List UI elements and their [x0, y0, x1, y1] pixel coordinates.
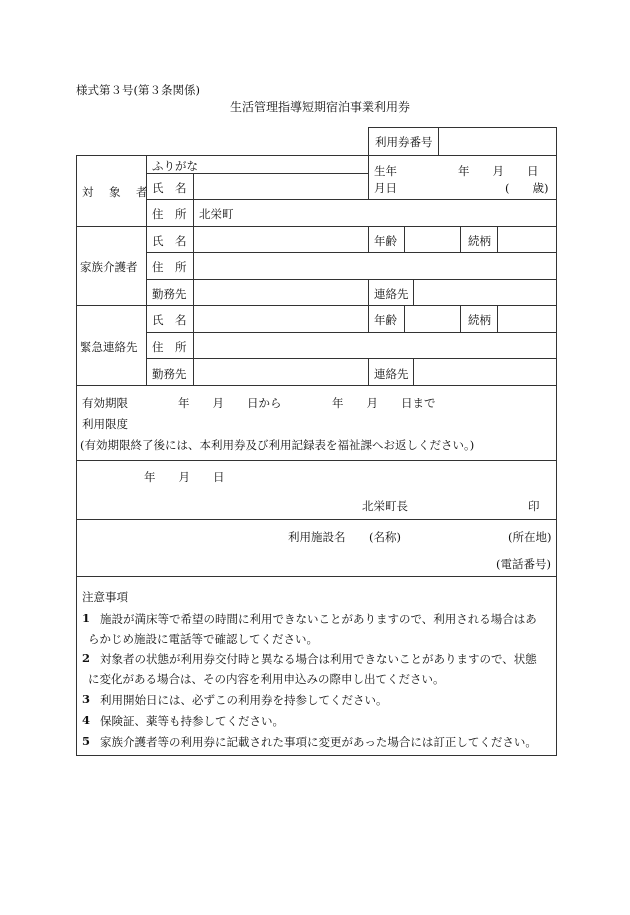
note-text-continued: に変化がある場合は、その内容を利用申込みの際申し出てください。	[88, 672, 445, 686]
mayor-label: 北栄町長	[362, 499, 408, 513]
form-number: 様式第３号(第３条関係)	[76, 83, 200, 97]
note-number: 2	[82, 651, 91, 665]
usage-limit-label: 利用限度	[82, 417, 128, 431]
emergency-name-field[interactable]	[198, 308, 364, 328]
furigana-label: ふりがな	[152, 159, 198, 173]
family-address-label: 住 所	[152, 260, 187, 274]
family-section-label: 家族介護者	[80, 260, 138, 274]
family-relation-field[interactable]	[501, 229, 553, 249]
emergency-address-field[interactable]	[198, 335, 553, 355]
facility-nickname: (名称)	[369, 530, 401, 544]
target-address-value: 北栄町	[199, 207, 234, 221]
emergency-contact-field[interactable]	[417, 362, 553, 382]
note-number: 4	[82, 713, 91, 727]
birth-label-1: 生年	[374, 164, 397, 178]
emergency-age-label: 年齢	[374, 313, 397, 327]
note-text-continued: らかじめ施設に電話等で確認してください。	[88, 632, 318, 646]
target-section-label: 対 象 者	[82, 185, 150, 199]
birth-date: 年 月 日	[458, 164, 539, 178]
family-contact-field[interactable]	[417, 282, 553, 302]
note-text: 施設が満床等で希望の時間に利用できないことがありますので、利用される場合はあ	[100, 612, 537, 626]
validity-from: 年 月 日から	[178, 396, 282, 410]
family-work-label: 勤務先	[152, 287, 187, 301]
ticket-number-field[interactable]	[442, 131, 552, 151]
validity-period-label: 有効期限	[82, 396, 128, 410]
family-work-field[interactable]	[198, 282, 364, 302]
emergency-name-label: 氏 名	[152, 313, 187, 327]
facility-phone: (電話番号)	[496, 557, 551, 571]
note-text: 対象者の状態が利用券交付時と異なる場合は利用できないことがありますので、状態	[100, 652, 537, 666]
family-name-field[interactable]	[198, 229, 364, 249]
note-number: 3	[82, 692, 91, 706]
form-title: 生活管理指導短期宿泊事業利用券	[230, 100, 411, 114]
family-age-label: 年齢	[374, 234, 397, 248]
emergency-relation-label: 続柄	[468, 313, 491, 327]
note-text: 保険証、薬等も持参してください。	[100, 714, 284, 728]
validity-note: (有効期限終了後には、本利用券及び利用記録表を福祉課へお返しください。)	[80, 438, 475, 452]
emergency-work-field[interactable]	[198, 362, 364, 382]
family-age-field[interactable]	[408, 229, 456, 249]
target-address-label: 住 所	[152, 207, 187, 221]
family-name-label: 氏 名	[152, 234, 187, 248]
emergency-address-label: 住 所	[152, 340, 187, 354]
facility-name-label: 利用施設名	[288, 530, 346, 544]
emergency-age-field[interactable]	[408, 308, 456, 328]
target-age: ( 歳)	[505, 181, 549, 195]
seal-mark: 印	[528, 499, 540, 513]
validity-to: 年 月 日まで	[332, 396, 436, 410]
family-contact-label: 連絡先	[374, 287, 409, 301]
family-relation-label: 続柄	[468, 234, 491, 248]
notes-heading: 注意事項	[82, 590, 128, 604]
family-address-field[interactable]	[198, 255, 553, 275]
note-text: 家族介護者等の利用券に記載された事項に変更があった場合には訂正してください。	[100, 735, 537, 749]
emergency-contact-label: 連絡先	[374, 367, 409, 381]
note-number: 1	[82, 611, 91, 625]
note-number: 5	[82, 734, 91, 748]
emergency-work-label: 勤務先	[152, 367, 187, 381]
emergency-relation-field[interactable]	[501, 308, 553, 328]
facility-location: (所在地)	[508, 530, 552, 544]
note-text: 利用開始日には、必ずこの利用券を持参してください。	[100, 693, 388, 707]
emergency-section-label: 緊急連絡先	[80, 340, 138, 354]
target-name-field[interactable]	[198, 176, 364, 196]
issue-date: 年 月 日	[144, 470, 225, 484]
birth-label-2: 月日	[374, 181, 397, 195]
target-name-label: 氏 名	[152, 181, 187, 195]
ticket-number-label: 利用券番号	[375, 135, 433, 149]
